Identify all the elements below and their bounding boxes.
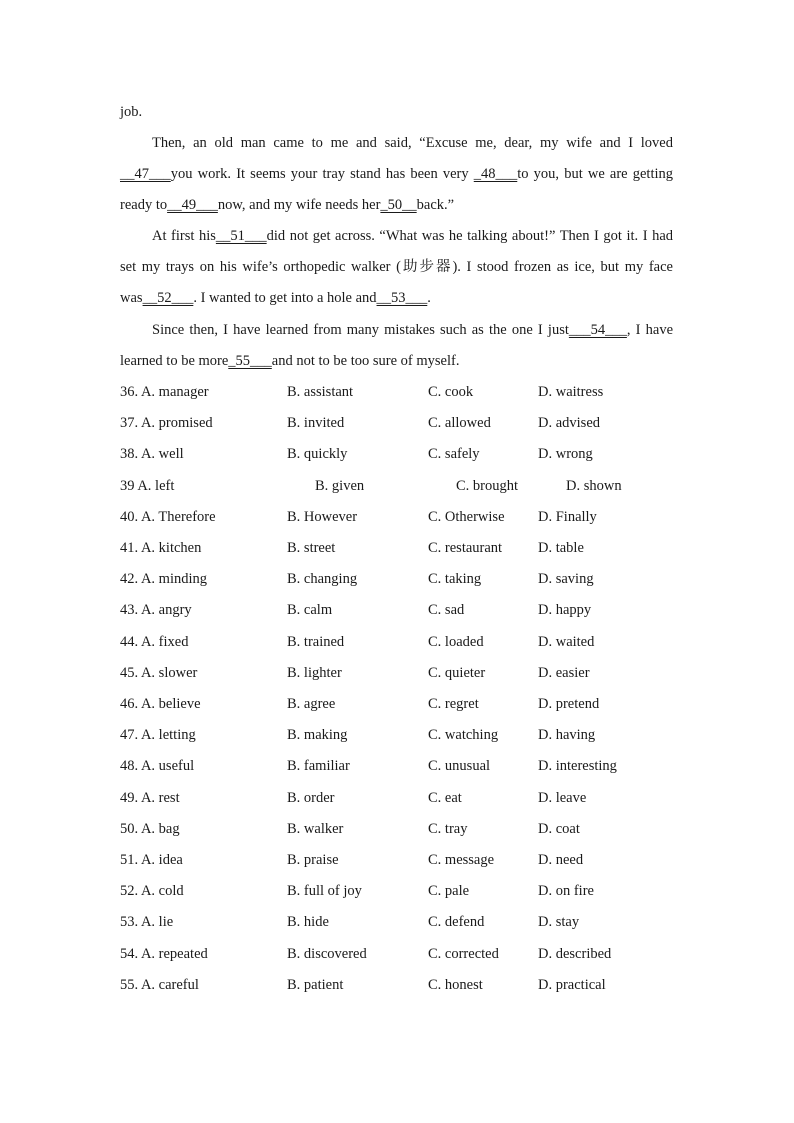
passage-text: to you, but we are getting ready to [120, 166, 673, 213]
blank-48: _48___ [473, 166, 518, 182]
passage-text: job. [120, 104, 143, 120]
option-b: B. invited [287, 415, 345, 432]
option-c: C. honest [428, 976, 483, 993]
option-c: C. defend [428, 914, 485, 931]
option-d: D. pretend [538, 696, 600, 712]
option-b: B. agree [287, 696, 336, 712]
option-c: C. sad [428, 602, 465, 619]
blank-54: ___54___ [568, 322, 627, 338]
paragraph-2 [120, 221, 673, 314]
blank-47: __47___ [120, 166, 171, 182]
option-c: C. unusual [428, 758, 491, 775]
option-b: B. lighter [287, 664, 342, 681]
option-row [120, 439, 680, 470]
option-b: B. changing [287, 571, 358, 588]
option-a: 39 A. left [120, 477, 175, 494]
blank-52: __52___ [142, 290, 194, 306]
option-d: D. stay [538, 914, 580, 931]
option-row [120, 814, 680, 845]
option-row [120, 720, 680, 751]
option-a: 48. A. useful [120, 758, 195, 775]
option-row [120, 658, 680, 689]
blank-49: __49___ [167, 197, 218, 213]
option-c: C. Otherwise [428, 508, 505, 525]
option-c: C. brought [456, 477, 519, 494]
paragraph-1 [120, 128, 673, 221]
passage-text: now, and my wife needs her [217, 197, 381, 213]
option-d: D. waitress [538, 384, 604, 400]
option-b: B. familiar [287, 758, 350, 775]
option-d: D. waited [538, 633, 595, 650]
blank-51: __51___ [215, 228, 267, 244]
option-row [120, 751, 680, 782]
option-b: B. walker [287, 820, 344, 837]
option-d: D. having [538, 727, 596, 744]
option-c: C. safely [428, 446, 480, 463]
option-a: 44. A. fixed [120, 633, 189, 650]
option-a: 37. A. promised [120, 415, 213, 432]
option-b: B. given [315, 477, 365, 494]
option-a: 49. A. rest [120, 789, 180, 806]
passage-text: Since then, I have learned from many mistakes such as the one I just [152, 322, 569, 338]
option-c: C. allowed [428, 415, 491, 432]
passage-text: and not to be too sure of myself. [271, 353, 460, 369]
option-row [120, 564, 680, 595]
option-row [120, 377, 680, 408]
option-row [120, 627, 680, 658]
option-d: D. happy [538, 602, 592, 619]
option-a: 36. A. manager [120, 384, 209, 400]
option-a: 50. A. bag [120, 820, 180, 837]
option-c: C. regret [428, 696, 479, 712]
option-row [120, 502, 680, 533]
option-a: 42. A. minding [120, 571, 208, 588]
passage-text: , I have learned to be more [120, 322, 674, 369]
option-a: 45. A. slower [120, 664, 198, 681]
passage-text: . [427, 290, 431, 306]
blank-50: _50__ [380, 197, 417, 213]
option-a: 51. A. idea [120, 852, 183, 868]
option-a: 55. A. careful [120, 976, 199, 993]
option-b: B. assistant [287, 384, 354, 400]
option-b: B. order [287, 789, 335, 806]
option-d: D. shown [566, 477, 622, 494]
passage-text: Then, an old man came to me and said, “Excuse me, dear, my wife and I loved [152, 135, 673, 151]
option-d: D. leave [538, 789, 587, 806]
passage-text: you work. It seems your tray stand has been very [170, 166, 474, 182]
option-c: C. taking [428, 571, 482, 588]
option-row [120, 689, 680, 720]
option-d: D. practical [538, 976, 606, 993]
option-a: 40. A. Therefore [120, 508, 216, 525]
option-c: C. quieter [428, 664, 486, 681]
option-d: D. wrong [538, 446, 593, 463]
option-b: B. trained [287, 633, 345, 650]
option-d: D. Finally [538, 508, 597, 525]
passage-text: back.” [416, 197, 455, 213]
option-b: B. praise [287, 852, 339, 868]
option-d: D. table [538, 540, 584, 556]
option-c: C. tray [428, 820, 468, 837]
option-row [120, 408, 680, 439]
option-c: C. watching [428, 727, 499, 744]
option-a: 38. A. well [120, 446, 184, 463]
option-a: 46. A. believe [120, 696, 201, 712]
option-b: B. quickly [287, 446, 348, 463]
option-c: C. cook [428, 384, 474, 400]
option-row [120, 939, 680, 970]
option-row [120, 845, 680, 876]
option-row [120, 471, 680, 502]
option-b: B. street [287, 540, 336, 556]
option-c: C. corrected [428, 945, 499, 962]
option-c: C. pale [428, 883, 470, 900]
option-b: B. However [287, 508, 358, 525]
option-b: B. making [287, 727, 348, 744]
option-c: C. eat [428, 789, 462, 806]
option-d: D. advised [538, 415, 601, 432]
option-c: C. loaded [428, 633, 484, 650]
option-a: 54. A. repeated [120, 945, 208, 962]
option-d: D. described [538, 945, 612, 962]
passage-line-job [120, 97, 673, 128]
option-d: D. on fire [538, 883, 594, 900]
option-row [120, 970, 680, 1001]
option-b: B. patient [287, 976, 344, 993]
option-d: D. need [538, 852, 584, 868]
passage-text: At first his [152, 228, 216, 244]
option-a: 52. A. cold [120, 883, 184, 900]
option-a: 43. A. angry [120, 602, 192, 619]
option-a: 47. A. letting [120, 727, 196, 744]
option-d: D. saving [538, 571, 594, 588]
option-row [120, 783, 680, 814]
option-row [120, 907, 680, 938]
paragraph-3 [120, 315, 673, 377]
passage-text: . I wanted to get into a hole and [193, 290, 377, 306]
option-row [120, 533, 680, 564]
option-a: 41. A. kitchen [120, 540, 202, 556]
passage-text: did not get across. “What was he talking about!” Then I got it. I had set my trays on his wife’s orthopedic walker (助步器). I stood frozen as ice, but my face was [120, 228, 674, 306]
option-row [120, 595, 680, 626]
option-a: 53. A. lie [120, 914, 174, 931]
option-b: B. hide [287, 914, 329, 931]
option-b: B. full of joy [287, 883, 362, 900]
option-d: D. interesting [538, 758, 617, 775]
blank-55: _55___ [228, 353, 272, 369]
option-c: C. restaurant [428, 540, 503, 556]
option-b: B. calm [287, 602, 333, 619]
option-row [120, 876, 680, 907]
option-d: D. easier [538, 664, 590, 681]
option-c: C. message [428, 852, 495, 868]
option-d: D. coat [538, 820, 580, 837]
blank-53: __53___ [376, 290, 428, 306]
option-b: B. discovered [287, 945, 367, 962]
